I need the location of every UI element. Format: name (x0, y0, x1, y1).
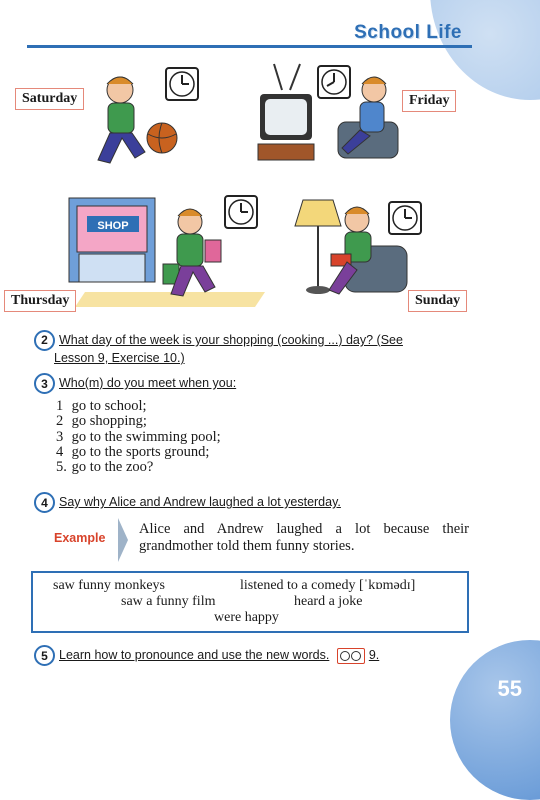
list-item: 3 go to the swimming pool; (56, 428, 221, 445)
lamp-icon (295, 200, 341, 294)
tv-icon (258, 64, 314, 160)
exercise-3-list (56, 399, 221, 475)
word-phrase: listened to a comedy [ˈkɒmədɪ] (240, 578, 416, 593)
exercise-5 (34, 645, 379, 666)
word-phrase: saw funny monkeys (53, 578, 165, 593)
exercise-2-number: 2 (34, 330, 55, 351)
cd-icon (337, 648, 365, 664)
shop-sign: SHOP (97, 220, 129, 232)
friday-illustration (252, 60, 412, 175)
exercise-4 (34, 492, 341, 513)
page-number: 55 (497, 676, 522, 701)
example-arrow-icon (118, 518, 128, 562)
page-title: School Life (354, 22, 462, 43)
exercise-4-prompt: Say why Alice and Andrew laughed a lot yesterday. (59, 494, 341, 509)
exercise-5-track: 9. (368, 647, 380, 662)
thursday-label: Thursday (4, 290, 76, 312)
exercise-3 (34, 373, 236, 394)
saturday-illustration (80, 60, 210, 180)
clock-icon (318, 66, 350, 98)
exercise-2-text-line2: Lesson 9, Exercise 10.) (54, 351, 185, 365)
corner-decoration-bottom (450, 640, 540, 800)
example-text: Alice and Andrew laughed a lot because their grandmother told them funny stories. (139, 521, 469, 554)
list-item: 5. go to the zoo? (56, 459, 154, 476)
list-item: 4 go to the sports ground; (56, 443, 210, 460)
word-phrase: saw a funny film (121, 594, 216, 609)
saturday-label: Saturday (15, 88, 84, 110)
clock-icon (389, 202, 421, 234)
word-phrase: were happy (214, 610, 279, 625)
sunday-label: Sunday (408, 290, 467, 312)
exercise-2 (34, 330, 464, 366)
exercise-2-text-line1: What day of the week is your shopping (cooking ...) day? (See (59, 332, 403, 347)
clock-icon (166, 68, 198, 100)
word-phrase: heard a joke (294, 594, 363, 609)
exercise-5-text: Learn how to pronounce and use the new words. (59, 647, 330, 662)
sunday-illustration (285, 190, 445, 305)
exercise-5-number: 5 (34, 645, 55, 666)
exercise-4-number: 4 (34, 492, 55, 513)
corner-decoration-top (430, 0, 540, 100)
exercise-3-prompt: Who(m) do you meet when you: (59, 375, 237, 390)
ball-icon (147, 123, 177, 153)
example-label: Example (54, 531, 106, 545)
list-item: 2 go shopping; (56, 413, 147, 430)
exercise-3-number: 3 (34, 373, 55, 394)
header-divider (27, 45, 472, 48)
clock-icon (225, 196, 257, 228)
word-box (31, 571, 469, 633)
friday-label: Friday (402, 90, 456, 112)
thursday-illustration (65, 192, 275, 312)
list-item: 1 go to school; (56, 398, 147, 414)
